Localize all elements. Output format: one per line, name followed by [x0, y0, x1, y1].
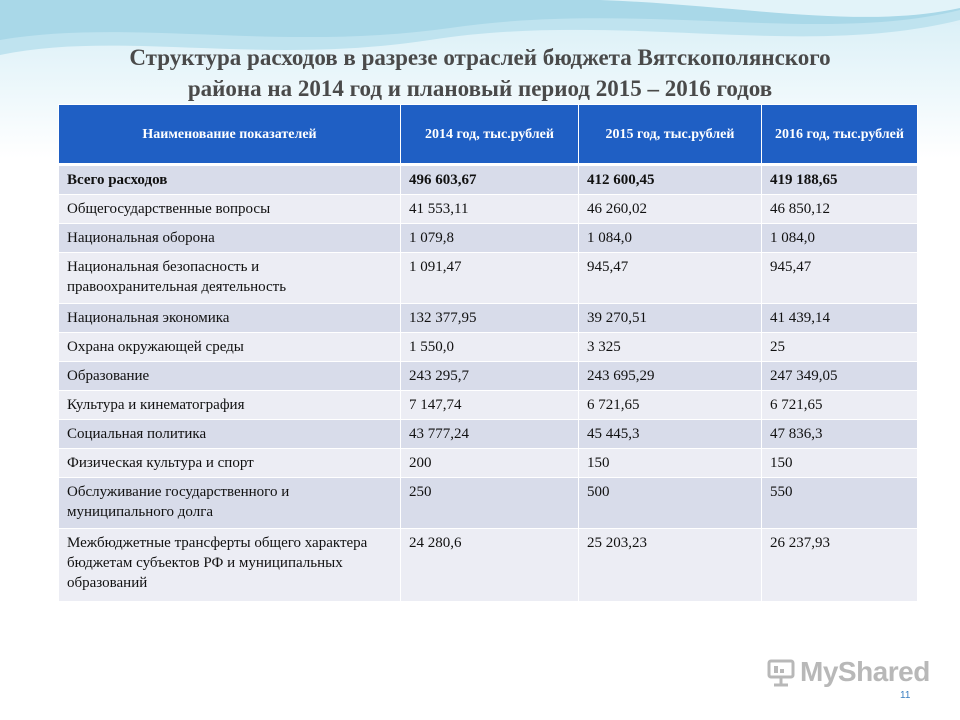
- page-number: 11: [900, 690, 911, 701]
- table-row: [59, 165, 918, 195]
- value-2014: 7 147,74: [401, 391, 579, 420]
- title-line-1: Структура расходов в разрезе отраслей бюджета Вятскополянского: [129, 45, 831, 70]
- value-2014: 24 280,6: [401, 529, 579, 602]
- value-2014: 43 777,24: [401, 420, 579, 449]
- table-header-row: [59, 105, 918, 165]
- table-row: [59, 478, 918, 529]
- table-row: [59, 391, 918, 420]
- value-2014: 132 377,95: [401, 304, 579, 333]
- row-label: Национальная оборона: [59, 224, 401, 253]
- value-2014: 496 603,67: [401, 165, 579, 195]
- row-label: Национальная безопасность и правоохранительная деятельность: [59, 253, 401, 304]
- value-2014: 250: [401, 478, 579, 529]
- value-2016: 945,47: [762, 253, 918, 304]
- value-2014: 200: [401, 449, 579, 478]
- row-label: Физическая культура и спорт: [59, 449, 401, 478]
- value-2015: 45 445,3: [579, 420, 762, 449]
- table-row: [59, 449, 918, 478]
- myshared-watermark: [766, 656, 930, 688]
- header-2014: 2014 год, тыс.рублей: [401, 105, 579, 165]
- value-2015: 1 084,0: [579, 224, 762, 253]
- row-label: Культура и кинематография: [59, 391, 401, 420]
- row-label: Национальная экономика: [59, 304, 401, 333]
- value-2015: 25 203,23: [579, 529, 762, 602]
- row-label: Образование: [59, 362, 401, 391]
- row-label: Всего расходов: [59, 165, 401, 195]
- row-label: Охрана окружающей среды: [59, 333, 401, 362]
- value-2016: 247 349,05: [762, 362, 918, 391]
- table-row: [59, 362, 918, 391]
- value-2016: 26 237,93: [762, 529, 918, 602]
- value-2014: 1 079,8: [401, 224, 579, 253]
- value-2016: 47 836,3: [762, 420, 918, 449]
- value-2014: 41 553,11: [401, 195, 579, 224]
- value-2015: 500: [579, 478, 762, 529]
- table-row: [59, 195, 918, 224]
- value-2015: 46 260,02: [579, 195, 762, 224]
- value-2014: 243 295,7: [401, 362, 579, 391]
- table-row: [59, 333, 918, 362]
- value-2016: 419 188,65: [762, 165, 918, 195]
- value-2016: 550: [762, 478, 918, 529]
- watermark-text: MyShared: [800, 656, 930, 687]
- page-title: [40, 42, 920, 104]
- row-label: Общегосударственные вопросы: [59, 195, 401, 224]
- table-row: [59, 529, 918, 602]
- value-2016: 6 721,65: [762, 391, 918, 420]
- value-2016: 150: [762, 449, 918, 478]
- row-label: Межбюджетные трансферты общего характера бюджетам субъектов РФ и муниципальных образований: [59, 529, 401, 602]
- value-2015: 6 721,65: [579, 391, 762, 420]
- table-row: [59, 420, 918, 449]
- expenditure-table: [58, 104, 918, 602]
- table-row: [59, 253, 918, 304]
- row-label: Социальная политика: [59, 420, 401, 449]
- value-2015: 945,47: [579, 253, 762, 304]
- table-row: [59, 304, 918, 333]
- value-2016: 25: [762, 333, 918, 362]
- row-label: Обслуживание государственного и муниципального долга: [59, 478, 401, 529]
- value-2016: 46 850,12: [762, 195, 918, 224]
- value-2014: 1 550,0: [401, 333, 579, 362]
- value-2015: 150: [579, 449, 762, 478]
- header-2015: 2015 год, тыс.рублей: [579, 105, 762, 165]
- title-line-2: района на 2014 год и плановый период 2015 – 2016 годов: [187, 76, 773, 101]
- value-2016: 41 439,14: [762, 304, 918, 333]
- value-2015: 39 270,51: [579, 304, 762, 333]
- value-2014: 1 091,47: [401, 253, 579, 304]
- table-row: [59, 224, 918, 253]
- header-indicator: Наименование показателей: [59, 105, 401, 165]
- value-2015: 3 325: [579, 333, 762, 362]
- value-2016: 1 084,0: [762, 224, 918, 253]
- value-2015: 243 695,29: [579, 362, 762, 391]
- presentation-board-icon: [766, 657, 796, 687]
- value-2015: 412 600,45: [579, 165, 762, 195]
- header-2016: 2016 год, тыс.рублей: [762, 105, 918, 165]
